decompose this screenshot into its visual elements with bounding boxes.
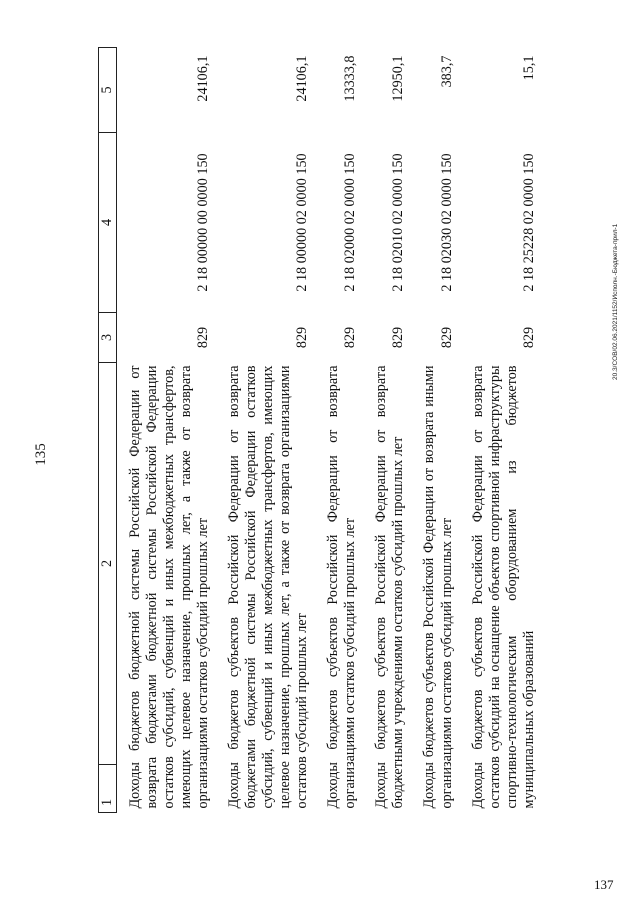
document-stamp: 20.3/COB/02.06.2021/1152/Исполн.-Бюджета-прил-1 [612,223,619,380]
header-cell-5: 5 [99,48,117,133]
row-description: Доходы бюджетов субъектов Российской Федерации от возврата бюджетами бюджетной системы Российской Федерации остатков субсидий, субвенций и иных межбюджетных трансфертов, имеющих целевое назначение, прошлых лет, а также от возврата организациями остатков субсидий прошлых лет [226,365,311,809]
table-row [315,48,363,813]
row-description: Доходы бюджетов бюджетной системы Российской Федерации от возврата бюджетами бюджетной системы Российской Федерации остатков субсидий, субвенций и иных межбюджетных трансфертов, имеющих целевое назначение, прошлых лет, а также от возврата организациями остатков субсидий прошлых лет [127,365,212,809]
row-amount: 24106,1 [294,55,311,102]
row-admin-code: 829 [294,326,311,349]
row-budget-code: 2 18 02030 02 0000 150 [438,153,455,292]
row-description: Доходы бюджетов субъектов Российской Федерации от возврата иными организациями остатков субсидий прошлых лет [421,365,455,809]
rotated-table-wrapper [98,48,583,813]
row-budget-code: 2 18 25228 02 0000 150 [520,153,537,292]
header-cell-3: 3 [99,313,117,363]
row-amount: 12950,1 [390,55,407,102]
header-cell-4: 4 [99,133,117,313]
row-description: Доходы бюджетов субъектов Российской Федерации от возврата остатков субсидий на оснащение объектов спортивной инфраструктуры спортивно-технологическим оборудованием из бюджетов муниципальных образований [469,365,537,809]
table-row [411,48,459,813]
row-admin-code: 829 [195,326,212,349]
row-budget-code: 2 18 02010 02 0000 150 [390,153,407,292]
row-admin-code: 829 [342,326,359,349]
header-cell-1: 1 [99,765,117,813]
footer-page-number: 137 [594,877,614,892]
table-row [363,48,411,813]
row-admin-code: 829 [520,326,537,349]
row-budget-code: 2 18 00000 02 0000 150 [294,153,311,292]
row-budget-code: 2 18 00000 00 0000 150 [195,153,212,292]
row-admin-code: 829 [390,326,407,349]
row-amount: 15,1 [520,55,537,81]
row-amount: 13333,8 [342,55,359,102]
row-budget-code: 2 18 02000 02 0000 150 [342,153,359,292]
row-description: Доходы бюджетов субъектов Российской Федерации от возврата организациями остатков субсидий прошлых лет [325,365,359,809]
table-row [460,48,542,813]
budget-revenue-table [98,47,542,813]
row-amount: 383,7 [438,55,455,88]
header-cell-2: 2 [99,363,117,765]
table-row [117,48,217,813]
row-admin-code: 829 [438,326,455,349]
header-row [99,48,117,813]
table-row [216,48,315,813]
page-number: 135 [32,443,49,466]
row-amount: 24106,1 [195,55,212,102]
row-description: Доходы бюджетов субъектов Российской Федерации от возврата бюджетными учреждениями остатков субсидий прошлых лет [373,365,407,809]
